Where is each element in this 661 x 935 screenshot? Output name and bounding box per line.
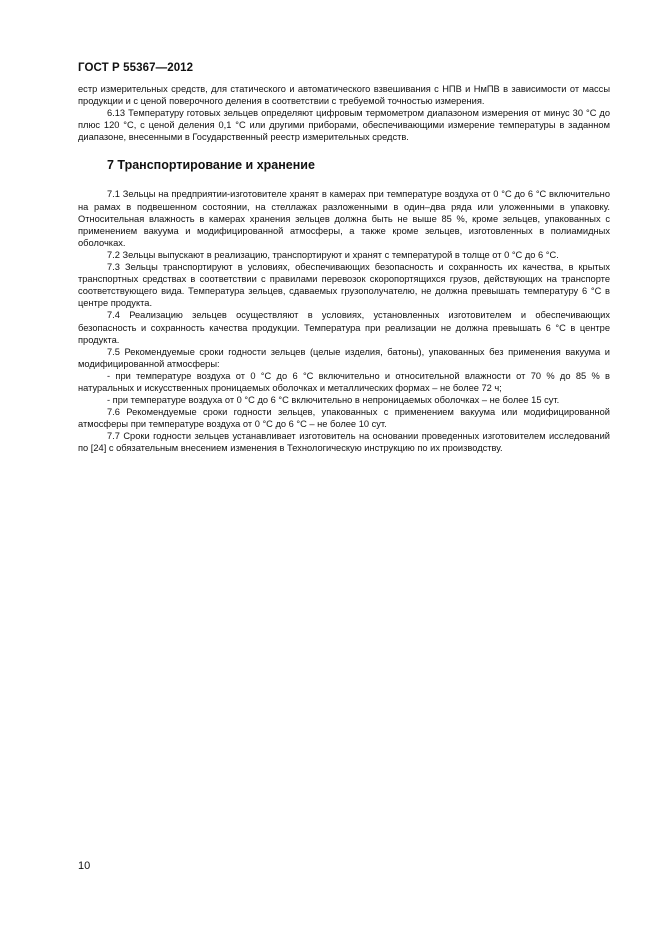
document-header: ГОСТ Р 55367—2012 <box>78 62 194 74</box>
paragraph-7-4: 7.4 Реализацию зельцев осуществляют в условиях, установленных изготовителем и обеспечивающих безопасность и сохранность качества продукции. Температура при реализации не должна превышать 6 °С в центре продукта. <box>78 310 610 345</box>
section-title: 7 Транспортирование и хранение <box>107 158 315 173</box>
paragraph-6-13: 6.13 Температуру готовых зельцев определяют цифровым термометром диапазоном измерения от минус 30 °С до плюс 120 °С, с ценой деления 0,1 °С или другими приборами, обеспечивающими измерение температуры в заданном диапазоне, внесенными в Государственный реестр измерительных средств. <box>78 108 610 143</box>
paragraph-7-3: 7.3 Зельцы транспортируют в условиях, обеспечивающих безопасность и сохранность их качества, в крытых транспортных средствах в соответствии с правилами перевозок скоропортящихся грузов, действующих на транспорте соответствующего вида. Температура зельцев, сдаваемых грузополучателю, не должна превышать температуру 6 °С в центре продукта. <box>78 262 610 309</box>
paragraph-7-6: 7.6 Рекомендуемые сроки годности зельцев, упакованных с применением вакуума или модифицированной атмосферы при температуре воздуха от 0 °С до 6 °С – не более 10 сут. <box>78 407 610 430</box>
paragraph-continuation: естр измерительных средств, для статического и автоматического взвешивания с НПВ и НмПВ в зависимости от массы продукции и с ценой поверочного деления в соответствии с требуемой точностью измерения. <box>78 84 610 107</box>
paragraph-7-1: 7.1 Зельцы на предприятии-изготовителе хранят в камерах при температуре воздуха от 0 °С до 6 °С включительно на рамах в подвешенном состоянии, на стеллажах разложенными в один–два ряда или уложенными в упаковку. Относительная влажность в камерах хранения зельцев должна быть не выше 85 %, кроме зельцев, упакованных с применением вакуума и модифицированной атмосферы, а также кроме зельцев, изготовленных в полиамидных оболочках. <box>78 189 610 248</box>
page-number: 10 <box>78 860 91 872</box>
paragraph-7-5: 7.5 Рекомендуемые сроки годности зельцев (целые изделия, батоны), упакованных без применения вакуума и модифицированной атмосферы: <box>78 346 610 369</box>
list-item: - при температуре воздуха от 0 °С до 6 °С включительно и относительной влажности от 70 % до 85 % в натуральных и искусственных проницаемых оболочках и металлических формах – не более 72 ч; <box>78 370 610 393</box>
paragraph-7-2: 7.2 Зельцы выпускают в реализацию, транспортируют и хранят с температурой в толще от 0 °С до 6 °С. <box>107 249 559 260</box>
list-item: - при температуре воздуха от 0 °С до 6 °С включительно в непроницаемых оболочках – не более 15 сут. <box>107 395 560 406</box>
document-body <box>78 83 610 455</box>
paragraph-7-7: 7.7 Сроки годности зельцев устанавливает изготовитель на основании проведенных изготовителем исследований по [24] с обязательным внесением изменения в Технологическую инструкцию по их производству. <box>78 431 610 454</box>
